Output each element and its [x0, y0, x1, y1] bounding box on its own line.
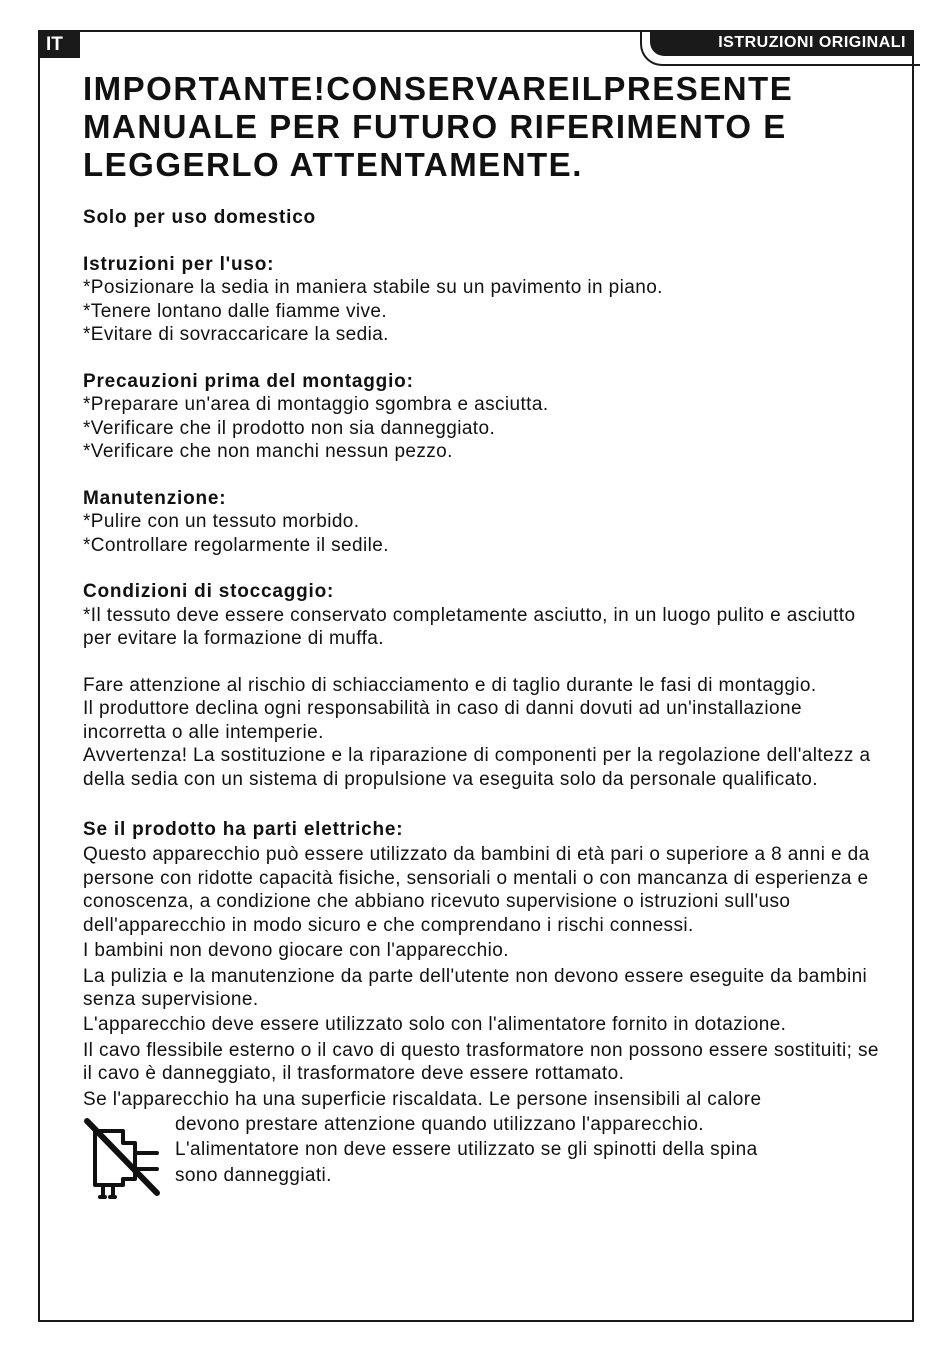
damaged-plug-warning: [83, 1113, 883, 1185]
usage-heading: Istruzioni per l'uso:: [83, 253, 275, 275]
warning-line: sono danneggiati.: [175, 1164, 332, 1186]
precautions-item: *Verificare che il prodotto non sia danneggiato.: [83, 417, 496, 439]
precautions-heading: Precauzioni prima del montaggio:: [83, 370, 414, 392]
precautions-item: *Verificare che non manchi nessun pezzo.: [83, 441, 453, 463]
page-title: IMPORTANTE!CONSERVAREILPRESENTE MANUALE PER FUTURO RIFERIMENTO E LEGGERLO ATTENTAMENTE.: [83, 70, 794, 183]
original-instructions-badge: ISTRUZIONI ORIGINALI: [650, 30, 914, 56]
warning-line: devono prestare attenzione quando utilizzano l'apparecchio.: [175, 1113, 704, 1135]
electrical-paragraph: L'apparecchio deve essere utilizzato solo con l'alimentatore fornito in dotazione.: [83, 1014, 787, 1036]
storage-item: *Il tessuto deve essere conservato completamente asciutto, in un luogo pulito e asciutto per evitare la formazione di muffa.: [83, 604, 856, 650]
storage-heading: Condizioni di stoccaggio:: [83, 581, 335, 603]
usage-item: *Tenere lontano dalle fiamme vive.: [83, 300, 388, 322]
domestic-use-note: Solo per uso domestico: [83, 207, 316, 228]
electrical-paragraph: Questo apparecchio può essere utilizzato da bambini di età pari o superiore a 8 anni e da persone con ridotte capacità fisiche, sensoriali o mentali o con mancanza di esperienza e conoscenza, a condizione che abbiano ricevuto supervisione o istruzioni sull'uso dell'apparecchio in modo sicuro e che comprendano i rischi connessi.: [83, 844, 870, 936]
instructions-body: [83, 206, 883, 1185]
electrical-heading: Se il prodotto ha parti elettriche:: [83, 819, 404, 841]
usage-item: *Evitare di sovraccaricare la sedia.: [83, 324, 389, 346]
electrical-paragraph: I bambini non devono giocare con l'apparecchio.: [83, 940, 509, 962]
electrical-paragraph: Se l'apparecchio ha una superficie riscaldata. Le persone insensibili al calore: [83, 1088, 762, 1110]
maintenance-item: *Pulire con un tessuto morbido.: [83, 511, 360, 533]
general-paragraph: Fare attenzione al rischio di schiacciamento e di taglio durante le fasi di montaggio.: [83, 675, 817, 697]
maintenance-item: *Controllare regolarmente il sedile.: [83, 534, 389, 556]
precautions-item: *Preparare un'area di montaggio sgombra e asciutta.: [83, 394, 549, 416]
general-paragraph: Il produttore declina ogni responsabilità in caso di danni dovuti ad un'installazione incorretta o alle intemperie.: [83, 698, 802, 743]
crossed-out-power-adapter-icon: [83, 1117, 161, 1199]
electrical-paragraph: La pulizia e la manutenzione da parte dell'utente non devono essere eseguite da bambini senza supervisione.: [83, 965, 868, 1010]
general-paragraph: Avvertenza! La sostituzione e la riparazione di componenti per la regolazione dell'altezz a della sedia con un sistema di propulsione va eseguita solo da personale qualificato.: [83, 745, 871, 790]
warning-line: L'alimentatore non deve essere utilizzato se gli spinotti della spina: [175, 1139, 758, 1161]
usage-item: *Posizionare la sedia in maniera stabile su un pavimento in piano.: [83, 277, 663, 299]
warning-text: [175, 1113, 875, 1187]
electrical-paragraph: Il cavo flessibile esterno o il cavo di questo trasformatore non possono essere sostituiti; se il cavo è danneggiato, il trasformatore deve essere rottamato.: [83, 1039, 879, 1085]
language-tab: IT: [38, 32, 80, 58]
maintenance-heading: Manutenzione:: [83, 487, 227, 509]
